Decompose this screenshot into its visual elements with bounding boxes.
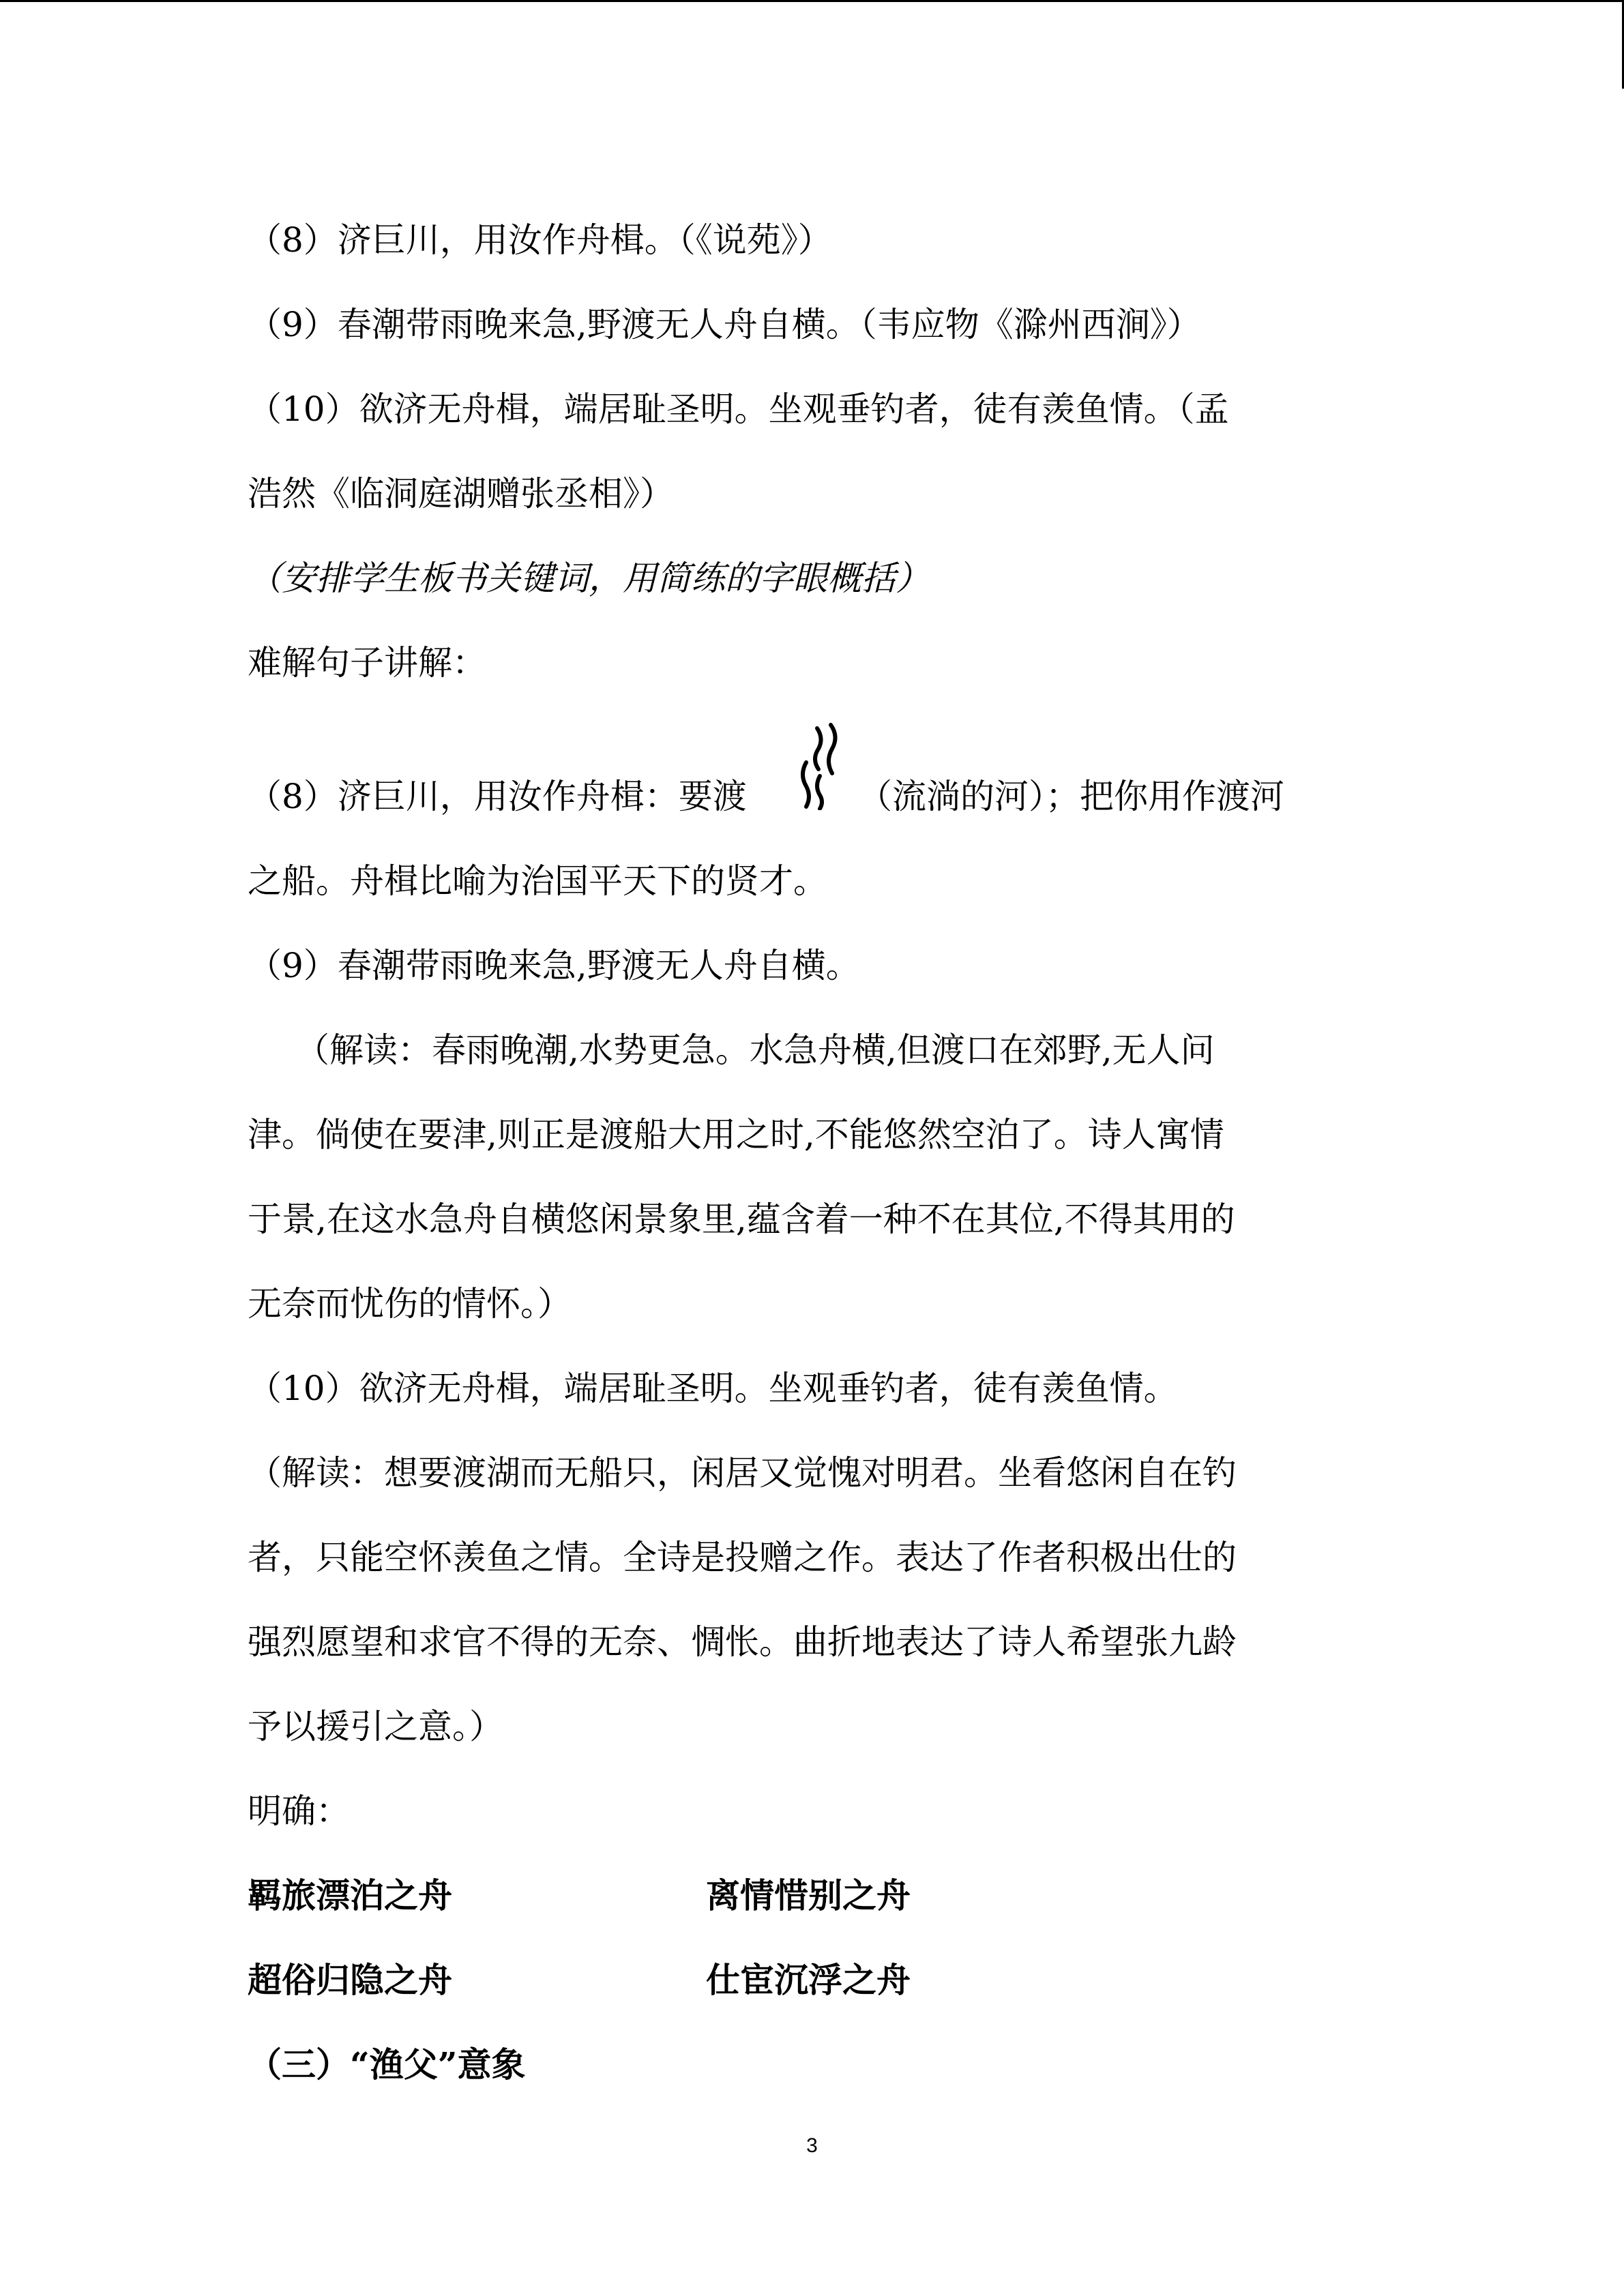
chuan-glyph-icon xyxy=(797,721,851,810)
page-number: 3 xyxy=(806,2134,818,2157)
text-line: 津。倘使在要津,则正是渡船大用之时,不能悠然空泊了。诗人寓情 xyxy=(248,1115,1224,1154)
section-label: 明确： xyxy=(248,1791,350,1831)
section-heading: （三）“渔父”意象 xyxy=(248,2044,526,2085)
text-line: （解读：春雨晚潮,水势更急。水急舟横,但渡口在郊野,无人问 xyxy=(295,1030,1215,1070)
category-item: 离情惜别之舟 xyxy=(706,1875,911,1915)
text-line: （解读：想要渡湖而无船只，闲居又觉愧对明君。坐看悠闲自在钓 xyxy=(248,1453,1237,1493)
category-item: 超俗归隐之舟 xyxy=(248,1960,452,2000)
section-label: 难解句子讲解： xyxy=(248,643,486,683)
text-line-note: （安排学生板书关键词，用简练的字眼概括） xyxy=(248,558,930,598)
category-item: 仕宦沉浮之舟 xyxy=(706,1960,911,2000)
text-line: （9）春潮带雨晚来急,野渡无人舟自横。（韦应物《滁州西涧》） xyxy=(248,305,1201,344)
text-line: 于景,在这水急舟自横悠闲景象里,蕴含着一种不在其位,不得其用的 xyxy=(248,1199,1235,1239)
text-line: 予以援引之意。） xyxy=(248,1707,503,1746)
category-item: 羁旅漂泊之舟 xyxy=(248,1875,452,1915)
text-line: （8）济巨川，用汝作舟楫：要渡 xyxy=(248,777,747,816)
text-line: （8）济巨川，用汝作舟楫。（《说苑》） xyxy=(248,220,832,260)
text-line: 浩然《临洞庭湖赠张丞相》） xyxy=(248,474,674,513)
top-border xyxy=(0,0,1624,2)
text-line: 强烈愿望和求官不得的无奈、惆怅。曲折地表达了诗人希望张九龄 xyxy=(248,1622,1237,1662)
text-line: （10）欲济无舟楫，端居耻圣明。坐观垂钓者，徒有羡鱼情。 xyxy=(248,1369,1178,1408)
text-line: 之船。舟楫比喻为治国平天下的贤才。 xyxy=(248,861,827,901)
text-line: 者，只能空怀羡鱼之情。全诗是投赠之作。表达了作者积极出仕的 xyxy=(248,1538,1237,1577)
text-line: （10）欲济无舟楫，端居耻圣明。坐观垂钓者，徒有羡鱼情。（孟 xyxy=(248,389,1229,429)
text-line: （9）春潮带雨晚来急,野渡无人舟自横。 xyxy=(248,946,860,985)
text-line: 无奈而忧伤的情怀。） xyxy=(248,1284,572,1324)
text-line: （流淌的河）；把你用作渡河 xyxy=(858,777,1284,816)
